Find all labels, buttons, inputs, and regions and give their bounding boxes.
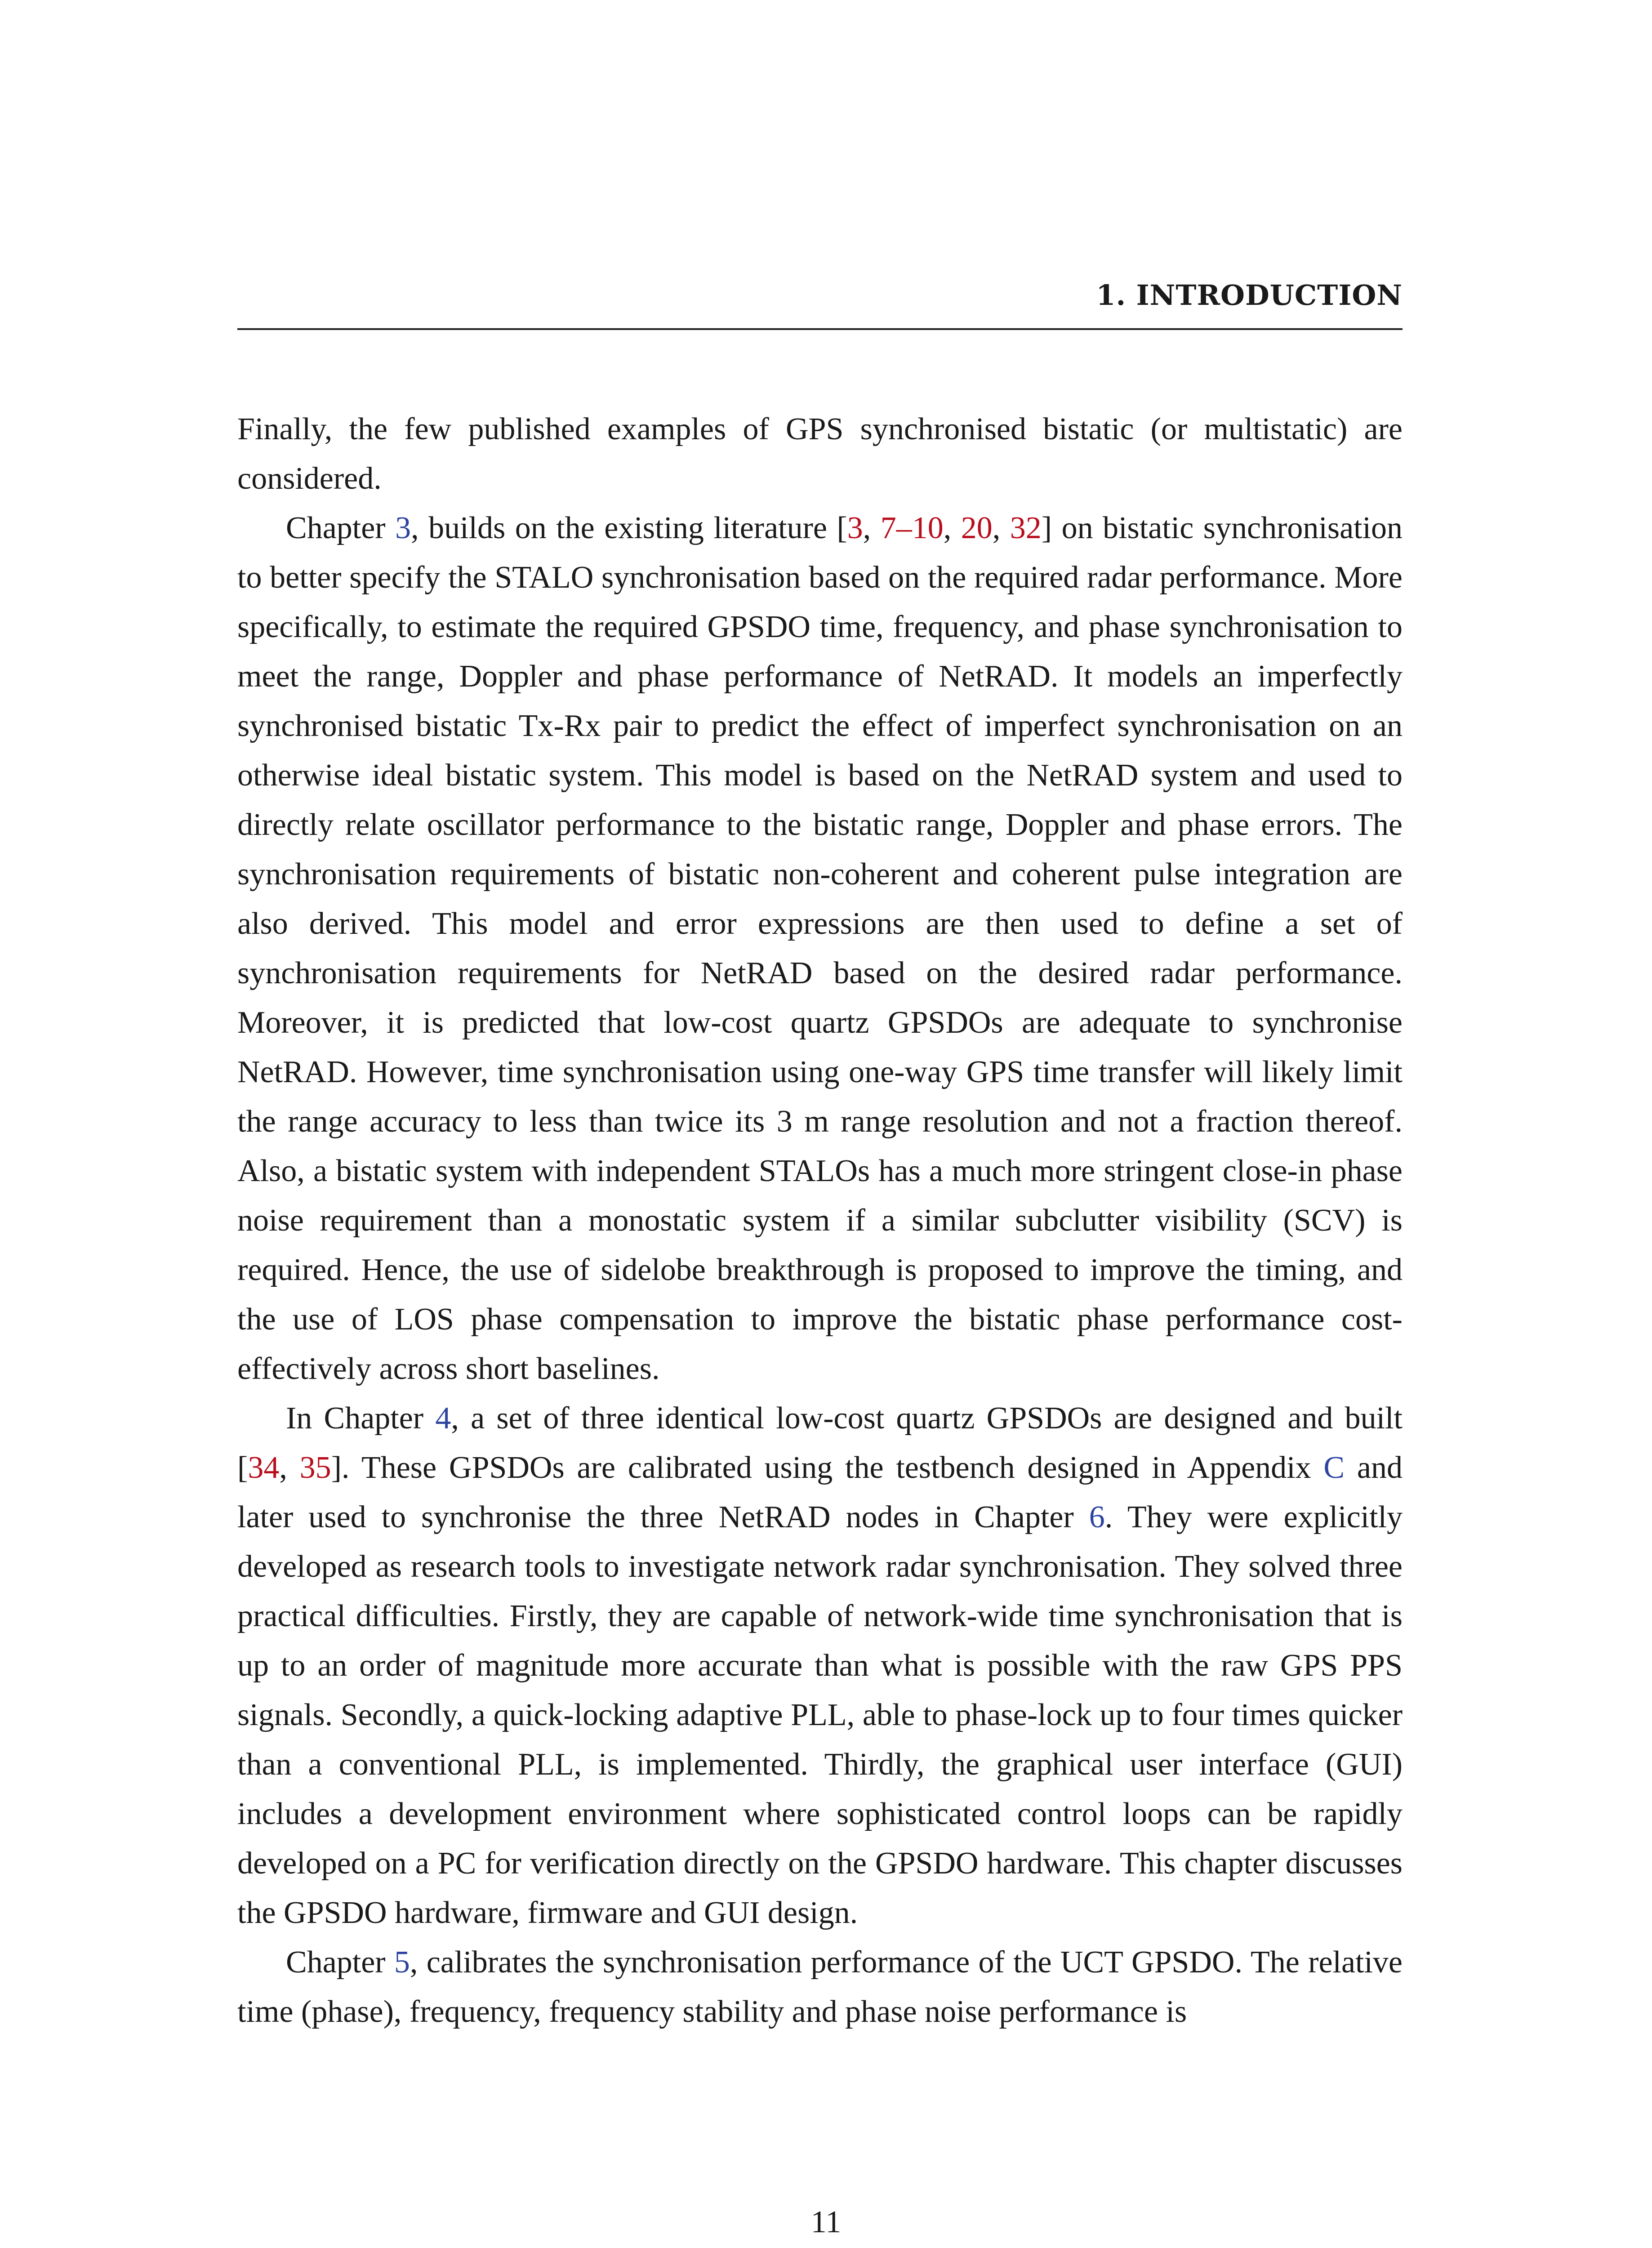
chapter-link[interactable]: 6 xyxy=(1089,1500,1105,1534)
paragraph xyxy=(237,405,1403,504)
paragraph-text: , calibrates the synchronisation performance of the UCT GPSDO. The relative time (phase), frequency, frequency stability and phase noise performance is xyxy=(237,1945,1403,2029)
citation-link[interactable]: 35 xyxy=(299,1450,331,1485)
chapter-link[interactable]: 5 xyxy=(394,1945,410,1980)
page-number: 11 xyxy=(810,2205,842,2239)
paragraph-text: , a set of three identical low-cost quartz GPSDOs are designed and built [ xyxy=(237,1401,1403,1485)
chapter-link[interactable]: 4 xyxy=(435,1401,451,1436)
paragraph-text: , builds on the existing literature [ xyxy=(411,511,847,545)
paragraph-text: , xyxy=(992,511,1010,545)
paragraph-text: , xyxy=(279,1450,300,1485)
paragraph-text: Chapter xyxy=(286,511,396,545)
citation-link[interactable]: 34 xyxy=(248,1450,280,1485)
paragraph-text: ]. These GPSDOs are calibrated using the testbench designed in Appendix xyxy=(331,1450,1324,1485)
paragraph xyxy=(237,1938,1403,2037)
running-header xyxy=(237,278,1403,330)
paragraph-text: ] on bistatic synchronisation to better specify the STALO synchronisation based on the required radar performance. More specifically, to estimate the required GPSDO time, frequency, and phase synchronisation to meet the range, Doppler and phase performance of NetRAD. It models an imperfectly synchronised bistatic Tx-Rx pair to predict the effect of imperfect synchronisation on an otherwise ideal bistatic system. This model is based on the NetRAD system and used to directly relate oscillator performance to the bistatic range, Doppler and phase errors. The synchronisation requirements of bistatic non-coherent and coherent pulse integration are also derived. This model and error expressions are then used to define a set of synchronisation requirements for NetRAD based on the desired radar performance. Moreover, it is predicted that low-cost quartz GPSDOs are adequate to synchronise NetRAD. However, time synchronisation using one-way GPS time transfer will likely limit the range accuracy to less than twice its 3 m range resolution and not a fraction thereof. Also, a bistatic system with independent STALOs has a much more stringent close-in phase noise requirement than a monostatic system if a similar subclutter visibility (SCV) is required. Hence, the use of sidelobe breakthrough is proposed to improve the timing, and the use of LOS phase compensation to improve the bistatic phase performance cost-effectively across short baselines. xyxy=(237,511,1403,1386)
paragraph-text: and later used to synchronise the three NetRAD nodes in Chapter xyxy=(237,1450,1403,1534)
citation-link[interactable]: 20 xyxy=(961,511,993,545)
citation-link[interactable]: 7–10 xyxy=(880,511,944,545)
paragraph-text: Chapter xyxy=(286,1945,394,1980)
paragraph-text: In Chapter xyxy=(286,1401,436,1436)
citation-link[interactable]: 32 xyxy=(1010,511,1042,545)
body-text xyxy=(237,405,1403,2037)
chapter-title: 1. INTRODUCTION xyxy=(1096,279,1403,312)
paragraph-text: , xyxy=(943,511,961,545)
paragraph xyxy=(237,1394,1403,1938)
citation-link[interactable]: 3 xyxy=(847,511,863,545)
paragraph-text: . They were explicitly developed as research tools to investigate network radar synchronisation. They solved three practical difficulties. Firstly, they are capable of network-wide time synchronisation that is up to an order of magnitude more accurate than what is possible with the raw GPS PPS signals. Secondly, a quick-locking adaptive PLL, able to phase-lock up to four times quicker than a conventional PLL, is implemented. Thirdly, the graphical user interface (GUI) includes a development environment where sophisticated control loops can be rapidly developed on a PC for verification directly on the GPSDO hardware. This chapter discusses the GPSDO hardware, firmware and GUI design. xyxy=(237,1500,1403,1930)
appendix-link[interactable]: C xyxy=(1323,1450,1345,1485)
paragraph xyxy=(237,504,1403,1394)
paragraph-text: , xyxy=(863,511,881,545)
paragraph-text: Finally, the few published examples of GPS synchronised bistatic (or multistatic) are considered. xyxy=(237,412,1403,496)
chapter-link[interactable]: 3 xyxy=(395,511,411,545)
